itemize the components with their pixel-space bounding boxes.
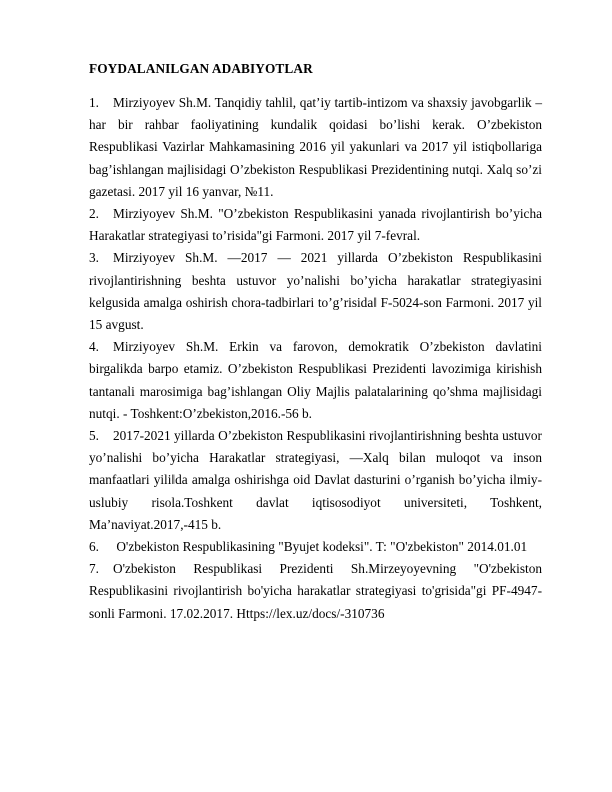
- reference-number: 1.: [89, 95, 99, 110]
- reference-text: O'zbekiston Respublikasi Prezidenti Sh.Mirzeyoyevning "O'zbekiston Respublikasini rivojlantirish bo'yicha harakatlar strategiyasi to'grisida"gi PF-4947-sonli Farmoni. 17.02.2017. Https://lex.uz/docs/-310736: [89, 561, 542, 621]
- reference-item-3: [89, 247, 542, 336]
- reference-item-4: [89, 336, 542, 425]
- reference-number: 4.: [89, 339, 99, 355]
- reference-text: Mirziyoyev Sh.M. ―2017 ― 2021 yillarda O’zbekiston Respublikasini rivojlantirishning beshta ustuvor yo’nalishi bo’yicha harakatlar strategiyasini kelgusida amalga oshirish chora-tadbirlari to’g’risida‖ F-5024-son Farmoni. 2017 yil 15 avgust.: [89, 250, 542, 333]
- reference-text: O'zbekiston Respublikasining "Byujet kodeksi". T: "O'zbekiston" 2014.01.01: [113, 539, 528, 555]
- reference-number: 3.: [89, 250, 99, 266]
- reference-text: Mirziyoyev Sh.M. Erkin va farovon, demokratik O’zbekiston davlatini birgalikda barpo etamiz. O’zbekiston Respublikasi Prezidenti lavozimiga kirishish tantanali marosimiga bag’ishlangan Oliy Majlis palatalarining qo’shma majlisidagi nutqi. - Toshkent:O’zbekiston,2016.-56 b.: [89, 339, 542, 421]
- reference-number: 6.: [89, 539, 99, 555]
- page-title: FOYDALANILGAN ADABIYOTLAR: [89, 61, 313, 76]
- reference-text: 2017-2021 yillarda O’zbekiston Respublikasini rivojlantirishning beshta ustuvor yo’nalishi bo’yicha Harakatlar strategiyasi, ―Xalq bilan muloqot va inson manfaatlari yili‖da amalga oshirishga oid Davlat dasturini o’rganish bo’yicha ilmiy-uslubiy risola.Toshkent davlat iqtisosodiyot universiteti, Toshkent, Ma’naviyat.2017,-415 b.: [89, 428, 542, 532]
- reference-text: Mirziyoyev Sh.M. "O’zbekiston Respublikasini yanada rivojlantirish bo’yicha Harakatlar strategiyasi to’risida"gi Farmoni. 2017 yil 7-fevral.: [89, 206, 542, 244]
- reference-item-1: [89, 92, 542, 203]
- reference-number: 5.: [89, 428, 99, 444]
- reference-item-7: [89, 558, 542, 625]
- reference-item-5: [89, 425, 542, 536]
- reference-number: 7.: [89, 561, 99, 577]
- reference-item-6: [89, 536, 542, 558]
- reference-number: 2.: [89, 206, 99, 222]
- reference-item-2: [89, 203, 542, 247]
- reference-list: [89, 92, 542, 625]
- reference-text: Mirziyoyev Sh.M. Tanqidiy tahlil, qat’iy tartib-intizom va shaxsiy javobgarlik – har bir rahbar faoliyatining kundalik qoidasi bo’lishi kerak. O’zbekiston Respublikasi Vazirlar Mahkamasining 2016 yil yakunlari va 2017 yil istiqbollariga bag’ishlangan majlisidagi O’zbekiston Respublikasi Prezidentining nutqi. Xalq so’zi gazetasi. 2017 yil 16 yanvar, №11.: [89, 95, 542, 199]
